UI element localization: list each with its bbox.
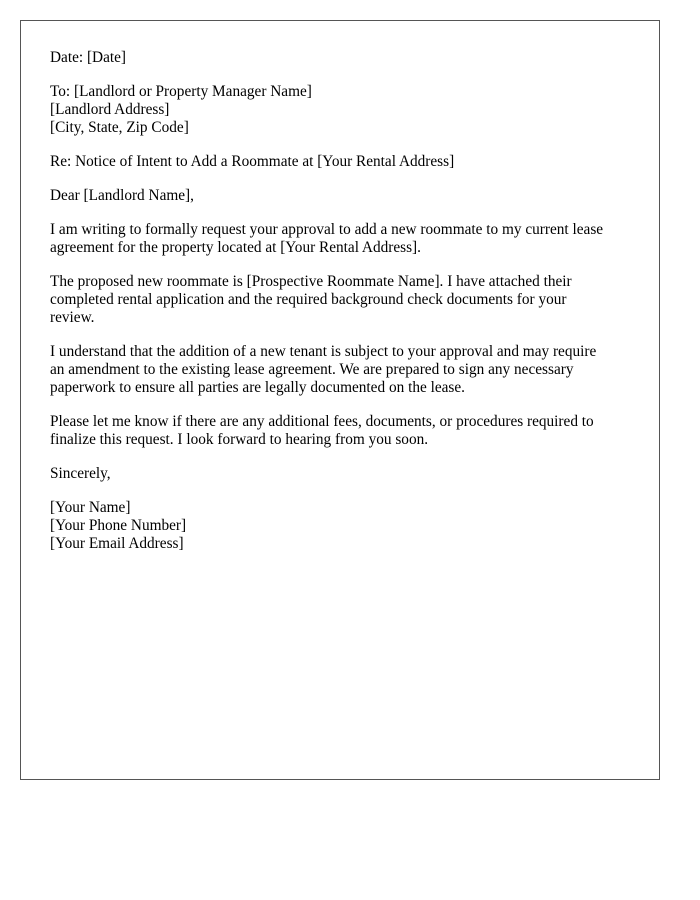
closing: Sincerely, — [50, 465, 111, 482]
subject-line: Re: Notice of Intent to Add a Roommate at [Your Rental Address] — [50, 153, 455, 170]
body-paragraph-closing-request — [50, 413, 640, 449]
paragraph-line: an amendment to the existing lease agreement. We are prepared to sign any necessary — [50, 361, 574, 378]
signature-email: [Your Email Address] — [50, 535, 184, 552]
letter-body — [50, 49, 640, 569]
paragraph-line: Please let me know if there are any additional fees, documents, or procedures required to — [50, 413, 594, 430]
paragraph-line: paperwork to ensure all parties are legally documented on the lease. — [50, 379, 465, 396]
body-paragraph-roommate — [50, 273, 640, 327]
date-line: Date: [Date] — [50, 49, 127, 66]
signature-phone: [Your Phone Number] — [50, 517, 187, 534]
body-paragraph-approval — [50, 343, 640, 397]
salutation: Dear [Landlord Name], — [50, 187, 194, 204]
body-paragraph-request — [50, 221, 640, 257]
paragraph-line: review. — [50, 309, 95, 326]
signature-name: [Your Name] — [50, 499, 131, 516]
signature-block — [50, 499, 640, 553]
paragraph-line: completed rental application and the required background check documents for your — [50, 291, 567, 308]
recipient-city: [City, State, Zip Code] — [50, 119, 189, 136]
paragraph-line: I am writing to formally request your approval to add a new roommate to my current lease — [50, 221, 604, 238]
paragraph-line: I understand that the addition of a new tenant is subject to your approval and may require — [50, 343, 597, 360]
recipient-name: To: [Landlord or Property Manager Name] — [50, 83, 312, 100]
paragraph-line: finalize this request. I look forward to hearing from you soon. — [50, 431, 429, 448]
recipient-block — [50, 83, 640, 137]
paragraph-line: The proposed new roommate is [Prospective Roommate Name]. I have attached their — [50, 273, 572, 290]
letter-page — [20, 20, 660, 780]
recipient-address: [Landlord Address] — [50, 101, 170, 118]
paragraph-line: agreement for the property located at [Your Rental Address]. — [50, 239, 421, 256]
